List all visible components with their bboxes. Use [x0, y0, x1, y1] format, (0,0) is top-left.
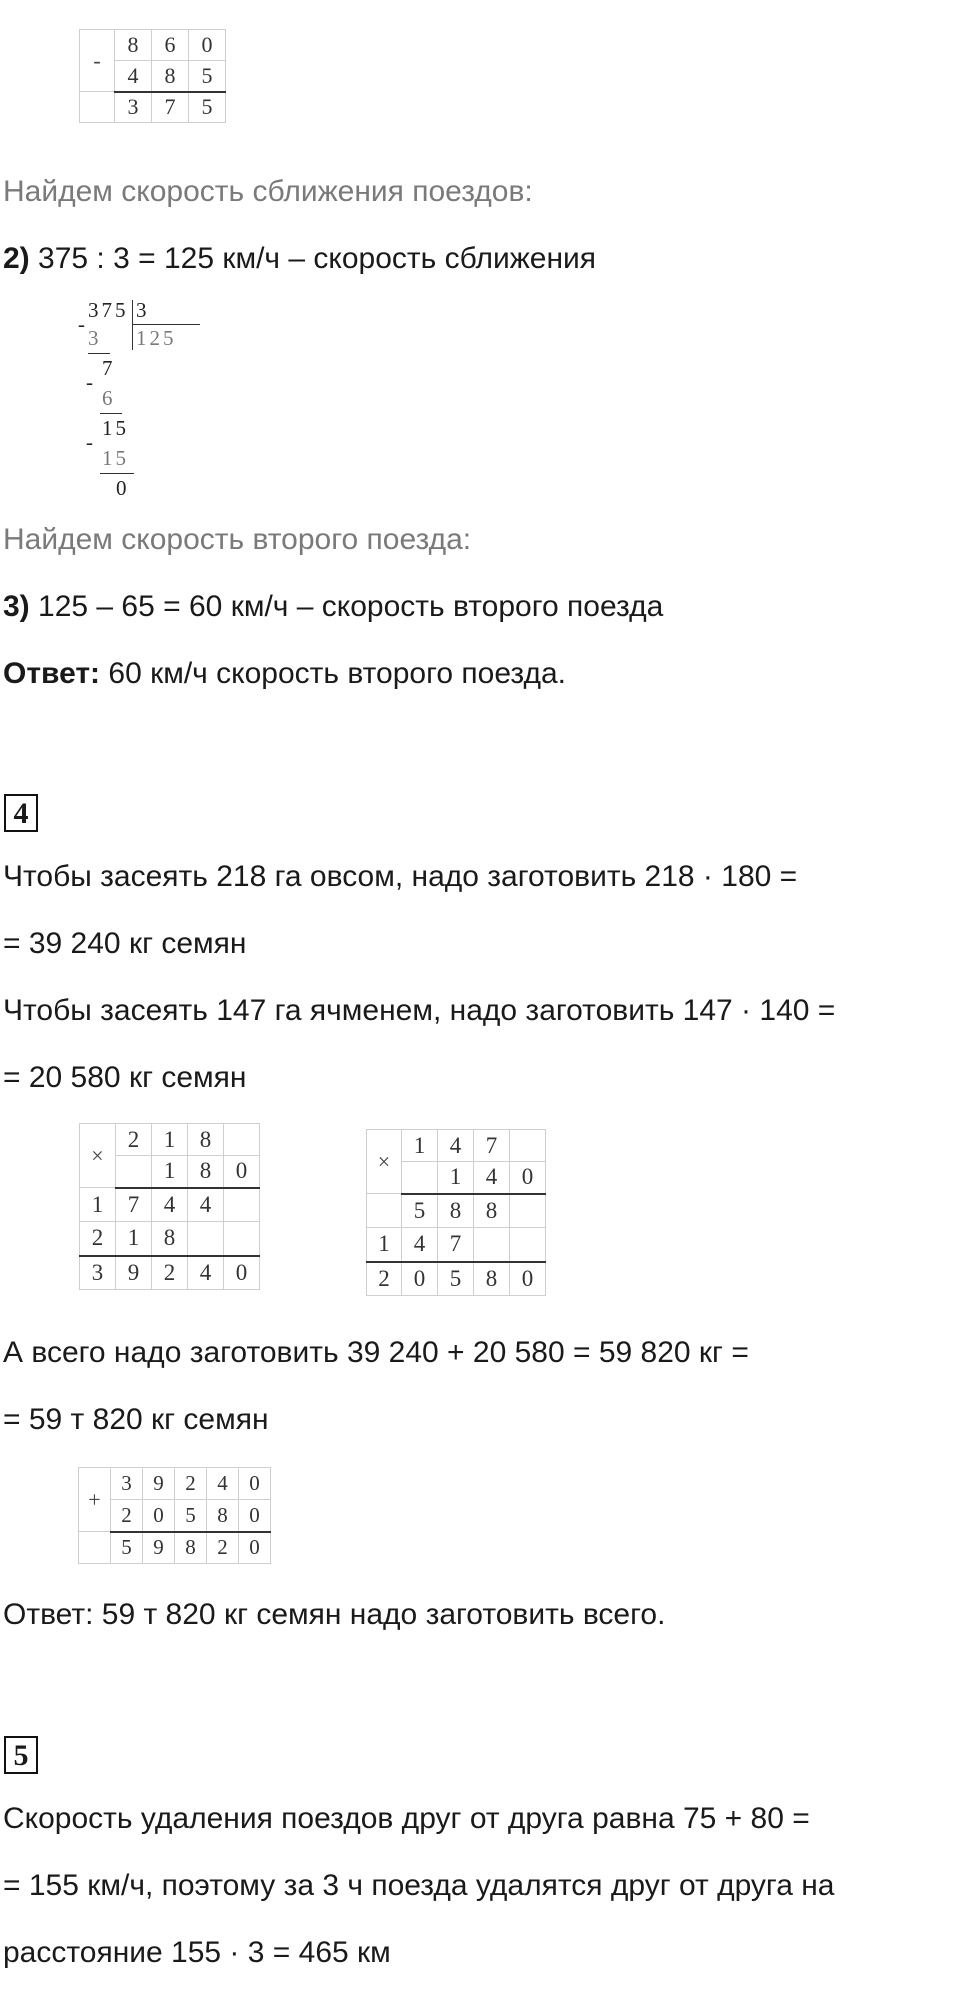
digit-cell: 4	[188, 1188, 224, 1222]
digit-cell: 7	[438, 1228, 474, 1262]
digit-cell: 1	[402, 1130, 438, 1162]
task4-total-line-2: = 59 т 820 кг семян	[3, 1403, 269, 1436]
task4-line-1: Чтобы засеять 218 га овсом, надо заготовить 218 · 180 =	[3, 860, 798, 893]
digit-cell: 5	[175, 1500, 207, 1532]
task4-line-4: = 20 580 кг семян	[3, 1061, 247, 1094]
find-second-speed-heading: Найдем скорость второго поезда:	[3, 523, 472, 556]
result-cell: 0	[239, 1532, 271, 1564]
multiplication-column-2	[366, 1129, 546, 1296]
result-cell: 5	[111, 1532, 143, 1564]
digit-cell: 7	[474, 1130, 510, 1162]
task-number-4: 4	[4, 794, 38, 832]
plus-sign: +	[79, 1468, 111, 1532]
task4-line-2: = 39 240 кг семян	[3, 927, 247, 960]
result-cell: 5	[189, 92, 226, 123]
digit-cell	[224, 1222, 260, 1256]
step-3-line	[3, 588, 663, 626]
digit-cell: 1	[152, 1156, 188, 1188]
result-cell: 5	[438, 1262, 474, 1296]
digit-cell: 8	[188, 1156, 224, 1188]
digit-cell: 8	[474, 1194, 510, 1228]
answer-text: 60 км/ч скорость второго поезда.	[100, 657, 566, 690]
digit-cell: 5	[402, 1194, 438, 1228]
digit-cell: 1	[367, 1228, 402, 1262]
result-cell: 8	[175, 1532, 207, 1564]
digit-cell: 0	[510, 1162, 546, 1194]
digit-cell	[510, 1130, 546, 1162]
digit-cell	[224, 1124, 260, 1156]
result-cell: 9	[143, 1532, 175, 1564]
task-number-5: 5	[4, 1736, 38, 1774]
minus-sign: -	[80, 30, 115, 92]
digit-cell: 9	[143, 1468, 175, 1500]
result-cell: 0	[510, 1262, 546, 1296]
minus-sign: -	[86, 430, 96, 454]
digit-cell: 8	[188, 1124, 224, 1156]
digit-cell: 1	[438, 1162, 474, 1194]
step-number: 3)	[3, 590, 30, 623]
step-text: 375 : 3 = 125 км/ч – скорость сближения	[29, 242, 597, 275]
step-text: 125 – 65 = 60 км/ч – скорость второго поезда	[29, 590, 664, 623]
result-cell: 0	[224, 1256, 260, 1290]
digit-cell: 2	[80, 1222, 116, 1256]
result-cell: 3	[80, 1256, 116, 1290]
answer-label: Ответ:	[3, 657, 101, 690]
task5-line-1: Скорость удаления поездов друг от друга равна 75 + 80 =	[3, 1802, 810, 1835]
remainder: 7	[102, 356, 116, 380]
digit-cell: 2	[175, 1468, 207, 1500]
subtrahend: 3	[88, 326, 102, 350]
digit-cell: 2	[111, 1500, 143, 1532]
digit-cell: 4	[438, 1130, 474, 1162]
task5-line-2: = 155 км/ч, поэтому за 3 ч поезда удалятся друг от друга на	[3, 1869, 835, 1902]
dividend: 375	[88, 298, 129, 322]
digit-cell: 8	[152, 61, 189, 92]
result-cell: 2	[152, 1256, 188, 1290]
digit-cell	[402, 1162, 438, 1194]
digit-cell: 0	[239, 1500, 271, 1532]
result-cell: 7	[152, 92, 189, 123]
subtraction-column	[79, 29, 226, 123]
result-cell: 0	[402, 1262, 438, 1296]
result-cell: 8	[474, 1262, 510, 1296]
digit-cell: 4	[402, 1228, 438, 1262]
long-division	[78, 298, 198, 503]
step-2-line	[3, 240, 596, 278]
digit-cell: 8	[207, 1500, 239, 1532]
task4-line-3: Чтобы засеять 147 га ячменем, надо заготовить 147 · 140 =	[3, 994, 836, 1027]
task4-answer: Ответ: 59 т 820 кг семян надо заготовить всего.	[3, 1598, 666, 1631]
remainder: 0	[116, 476, 130, 500]
digit-cell: 0	[224, 1156, 260, 1188]
multiplication-column-1	[79, 1123, 260, 1290]
task4-total-line-1: А всего надо заготовить 39 240 + 20 580 = 59 820 кг =	[3, 1336, 749, 1369]
digit-cell: 4	[115, 61, 152, 92]
addition-column	[78, 1467, 271, 1564]
digit-cell: 1	[116, 1222, 152, 1256]
digit-cell	[188, 1222, 224, 1256]
digit-cell: 8	[438, 1194, 474, 1228]
digit-cell: 0	[143, 1500, 175, 1532]
digit-cell	[474, 1228, 510, 1262]
digit-cell	[224, 1188, 260, 1222]
subtrahend: 15	[102, 446, 129, 470]
digit-cell	[116, 1156, 152, 1188]
result-cell: 9	[116, 1256, 152, 1290]
minus-sign: -	[86, 370, 96, 394]
digit-cell: 5	[189, 61, 226, 92]
digit-cell	[510, 1194, 546, 1228]
find-closing-speed-heading: Найдем скорость сближения поездов:	[3, 175, 533, 208]
digit-cell: 1	[152, 1124, 188, 1156]
digit-cell: 6	[152, 30, 189, 61]
digit-cell: 4	[207, 1468, 239, 1500]
digit-cell	[367, 1194, 402, 1228]
divisor: 3	[136, 298, 150, 322]
digit-cell: 4	[474, 1162, 510, 1194]
digit-cell: 3	[111, 1468, 143, 1500]
result-cell: 3	[115, 92, 152, 123]
result-cell: 2	[367, 1262, 402, 1296]
digit-cell: 1	[80, 1188, 116, 1222]
digit-cell: 8	[152, 1222, 188, 1256]
result-cell: 4	[188, 1256, 224, 1290]
minus-sign: -	[78, 312, 88, 336]
digit-cell: 2	[116, 1124, 152, 1156]
step-number: 2)	[3, 242, 30, 275]
digit-cell: 4	[152, 1188, 188, 1222]
answer-line	[3, 655, 566, 693]
digit-cell: 7	[116, 1188, 152, 1222]
digit-cell: 8	[115, 30, 152, 61]
digit-cell: 0	[239, 1468, 271, 1500]
task5-line-3: расстояние 155 · 3 = 465 км	[3, 1936, 391, 1969]
digit-cell: 0	[189, 30, 226, 61]
remainder: 15	[102, 416, 129, 440]
quotient: 125	[136, 326, 177, 350]
times-sign: ×	[367, 1130, 402, 1194]
subtrahend: 6	[102, 386, 116, 410]
digit-cell	[510, 1228, 546, 1262]
result-cell: 2	[207, 1532, 239, 1564]
times-sign: ×	[80, 1124, 116, 1188]
